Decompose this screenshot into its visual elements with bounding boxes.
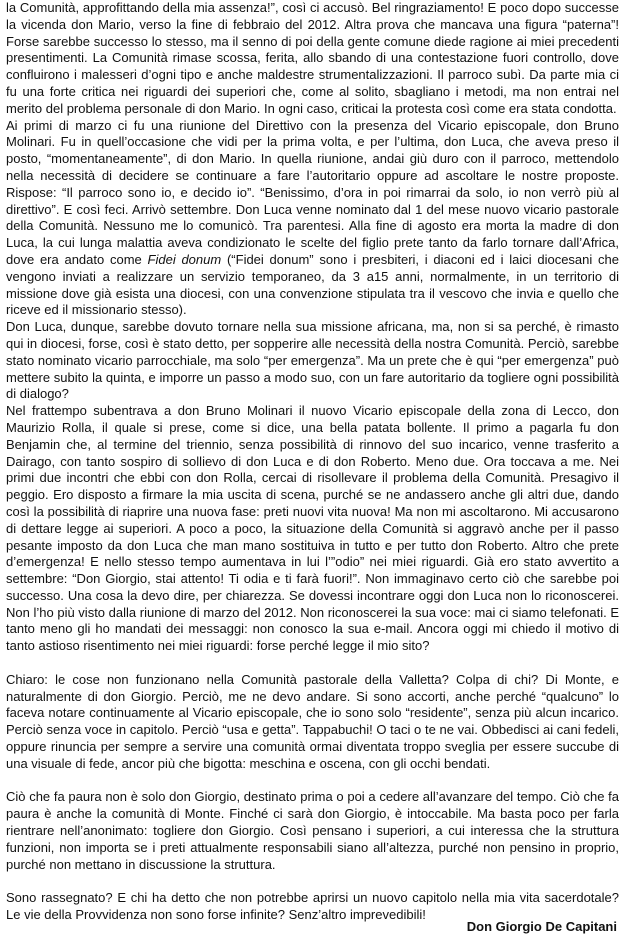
paragraph-6: Ciò che fa paura non è solo don Giorgio, destinato prima o poi a cedere all’avanzare del tempo. Ciò che fa paura è anche la comunità di Monte. Finché ci sarà don Giorgio, è intoccabile. Ma basta poco per farla rientrare nell’anonimato: togliere don Giorgio. Così pensano i superiori, a cui interessa che la struttura funzioni, non importa se i preti attualmente responsabili siano all’altezza, purché non pensino in proprio, purché non mettano in discussione la struttura. bbox=[6, 789, 619, 872]
paragraph-2-text-b: (“Fidei donum” sono i presbiteri, i diaconi ed i laici diocesani che vengono inviati a realizzare un servizio temporaneo, da 3 a15 anni, normalmente, in un territorio di missione dove già esista una diocesi, con una convenzione stipulata tra il vescovo che invia e quello che riceve ed il missionario stesso). bbox=[6, 251, 619, 318]
article-body bbox=[6, 0, 619, 924]
paragraph-2-italic: Fidei donum bbox=[147, 251, 222, 267]
paragraph-5: Chiaro: le cose non funzionano nella Comunità pastorale della Valletta? Colpa di chi? Di Monte, e naturalmente di don Giorgio. Perciò, me ne devo andare. Si sono accorti, anche perché “qualcuno” lo faceva notare continuamente al Vicario episcopale, che io sono solo “residente”, senza più alcun incarico. Perciò senza voce in capitolo. Perciò “usa e getta”. Tappabuchi! O taci o te ne vai. Obbedisci ai cani fedeli, oppure rinuncia per sempre a servire una comunità ormai diventata troppo sveglia per essere succube di una visuale di fede, ancor più che bigotta: meschina e oscena, con gli occhi bendati. bbox=[6, 671, 619, 771]
paragraph-1: la Comunità, approfittando della mia assenza!”, così ci accusò. Bel ringraziamento! E poco dopo successe la vicenda don Mario, verso la fine di febbraio del 2012. Altra prova che mancava una figura “paterna”! Forse sarebbe successo lo stesso, ma il senno di poi della gente comune diede ragione ai miei precedenti presentimenti. La Comunità rimase scossa, ferita, allo sbando di una contestazione fuori controllo, dove confluirono i malesseri d’ogni tipo e anche maldestre strumentalizzazioni. Il parroco subì. Da parte mia ci fu una forte critica nei riguardi dei superiori che, come al solito, sbagliano i metodi, ma non entrai nel merito del problema personale di don Mario. In ogni caso, criticai la protesta così come era stata condotta. bbox=[6, 0, 619, 116]
paragraph-4: Nel frattempo subentrava a don Bruno Molinari il nuovo Vicario episcopale della zona di Lecco, don Maurizio Rolla, il quale si prese, come si dice, una bella patata bollente. Il primo a pagarla fu don Benjamin che, al termine del triennio, senza possibilità di rinnovo del suo incarico, venne trasferito a Dairago, con tanto sospiro di sollievo di don Luca e di don Roberto. Meno due. Ora toccava a me. Nei primi due incontri che ebbi con don Rolla, cercai di risollevare il problema della Comunità. Presagivo il peggio. Ero disposto a firmare la mia uscita di scena, purché se ne andassero anche gli altri due, dando così la possibilità di riaprire una nuova fase: preti nuovi vita nuova! Ma non mi ascoltarono. Mi accusarono di dettare legge ai superiori. A poco a poco, la situazione della Comunità si aggravò anche per il passo pesante imposto da don Luca che man mano sostituiva in tutto e per tutto don Roberto. Altro che prete d’emergenza! E nello stesso tempo aumentava in lui l’”odio” nei miei riguardi. Già ero stato avvertito a settembre: “Don Giorgio, stai attento! Ti odia e ti farà fuori!”. Non immaginavo certo ciò che sarebbe poi successo. Una cosa la devo dire, per chiarezza. Se dovessi incontrare oggi don Luca non lo riconoscerei. Non l’ho più visto dalla riunione di marzo del 2012. Non riconoscerei la sua voce: mai ci siamo telefonati. E tanto meno gli ho mandati dei messaggi: non conosco la sua e-mail. Ancora oggi mi chiedo il motivo di tanto astioso risentimento nei miei riguardi: forse perché legge il mio sito? bbox=[6, 403, 619, 654]
paragraph-2 bbox=[6, 118, 619, 320]
paragraph-3: Don Luca, dunque, sarebbe dovuto tornare nella sua missione africana, ma, non si sa perché, è rimasto qui in diocesi, forse, così è stato detto, per sopperire alle necessità della nostra Comunità. Perciò, sarebbe stato nominato vicario parrocchiale, ma solo “per emergenza”. Ma un prete che è qui “per emergenza” può mettere subito la quinta, e imporre un passo a modo suo, con un fare autoritario da togliere ogni possibilità di dialogo? bbox=[6, 319, 619, 402]
paragraph-7: Sono rassegnato? E chi ha detto che non potrebbe aprirsi un nuovo capitolo nella mia vita sacerdotale? Le vie della Provvidenza non sono forse infinite? Senz’altro imprevedibili! bbox=[6, 890, 619, 923]
paragraph-2-text-a: Ai primi di marzo ci fu una riunione del Direttivo con la presenza del Vicario episcopale, don Bruno Molinari. Fu in quell’occasione che vidi per la prima volta, e per l’ultima, don Luca, che aveva preso il posto, “momentaneamente”, di don Mario. In quella riunione, andai giù duro con il parroco, mettendolo nella necessità di decidere se continuare a fare l’autoritario oppure ad ascoltare le nostre proposte. Rispose: “Il parroco sono io, e decido io”. “Benissimo, d’ora in poi rimarrai da solo, io non verrò più al direttivo”. E così feci. Arrivò settembre. Don Luca venne nominato dal 1 del mese nuovo vicario pastorale della Comunità. Nessuno me lo comunicò. Tra parentesi. Alla fine di agosto era morta la madre di don Luca, la cui lunga malattia aveva condizionato le scelte del figlio prete tanto da farlo tornare dall’Africa, dove era andato come bbox=[6, 117, 619, 267]
author-signature: Don Giorgio De Capitani bbox=[466, 919, 617, 934]
